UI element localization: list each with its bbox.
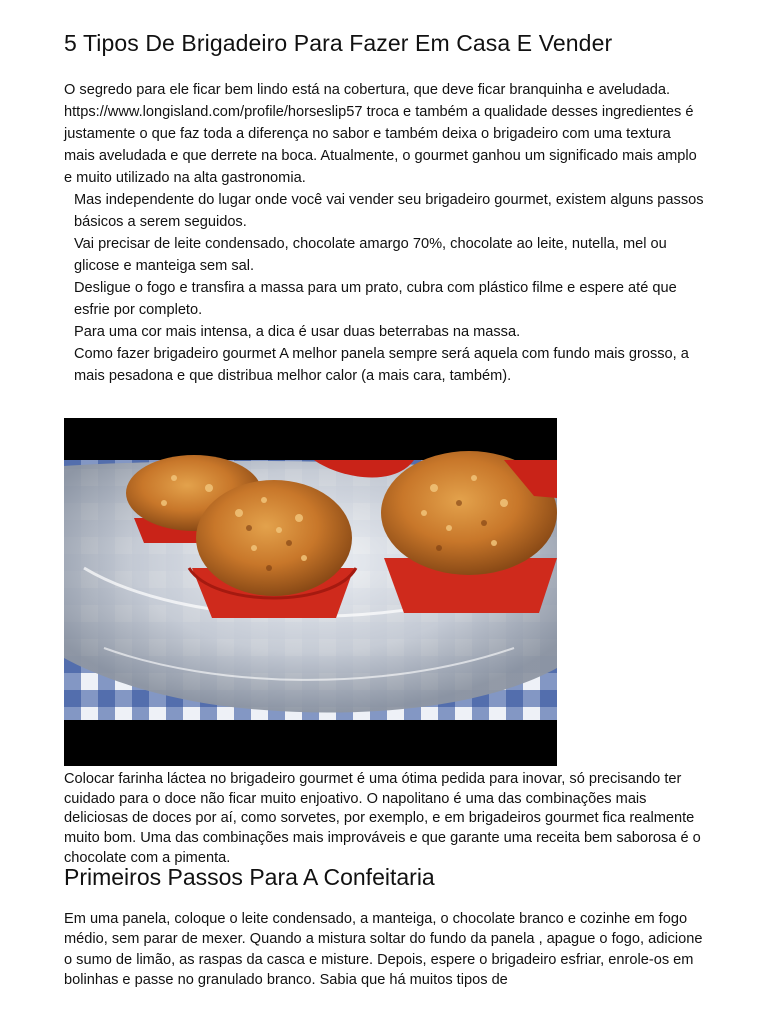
intro-paragraph: O segredo para ele ficar bem lindo está na cobertura, que deve ficar branquinha e aveludada. https://www.longisland.com/profile/horseslip57 troca e também a qualidade desses ingredientes é justamente o que faz toda a diferença no sabor e também deixa o brigadeiro com uma textura mais aveludada e que derrete na boca. Atualmente, o gourmet ganhou um significado mais amplo e muito utilizado na alta gastronomia.: [64, 82, 697, 186]
after-photo-paragraph: Colocar farinha láctea no brigadeiro gourmet é uma ótima pedida para inovar, só precisando ter cuidado para o doce não ficar muito enjoativo. O napolitano é uma das combinações mais deliciosas de doces por aí, como sorvetes, por exemplo, e em brigadeiros gourmet fica realmente muito bom. Uma das combinações mais improváveis e que garante uma receita bem saborosa é o chocolate com a pimenta.: [64, 771, 701, 866]
brigadeiro-photo: [64, 418, 557, 766]
brigadeiro-photo-drawing: [64, 418, 557, 766]
list-item: Para uma cor mais intensa, a dica é usar duas beterrabas na massa.: [74, 324, 521, 340]
bullet-list: [74, 189, 704, 387]
list-item: Vai precisar de leite condensado, chocolate amargo 70%, chocolate ao leite, nutella, mel ou glicose e manteiga sem sal.: [74, 236, 667, 274]
list-item: Mas independente do lugar onde você vai vender seu brigadeiro gourmet, existem alguns passos básicos a serem seguidos.: [74, 192, 704, 230]
final-paragraph: Em uma panela, coloque o leite condensado, a manteiga, o chocolate branco e cozinhe em fogo médio, sem parar de mexer. Quando a mistura soltar do fundo da panela , apague o fogo, adicione o sumo de limão, as raspas da casca e misture. Depois, espere o brigadeiro esfriar, enrole-os em bolinhas e passe no granulado branco. Sabia que há muitos tipos de: [64, 911, 703, 988]
section-heading: Primeiros Passos Para A Confeitaria: [64, 864, 435, 890]
list-item: Desligue o fogo e transfira a massa para um prato, cubra com plástico filme e espere até que esfrie por completo.: [74, 280, 677, 318]
page-title: 5 Tipos De Brigadeiro Para Fazer Em Casa E Vender: [64, 30, 613, 56]
list-item: Como fazer brigadeiro gourmet A melhor panela sempre será aquela com fundo mais grosso, a mais pesadona e que distribua melhor calor (a mais cara, também).: [74, 346, 689, 384]
